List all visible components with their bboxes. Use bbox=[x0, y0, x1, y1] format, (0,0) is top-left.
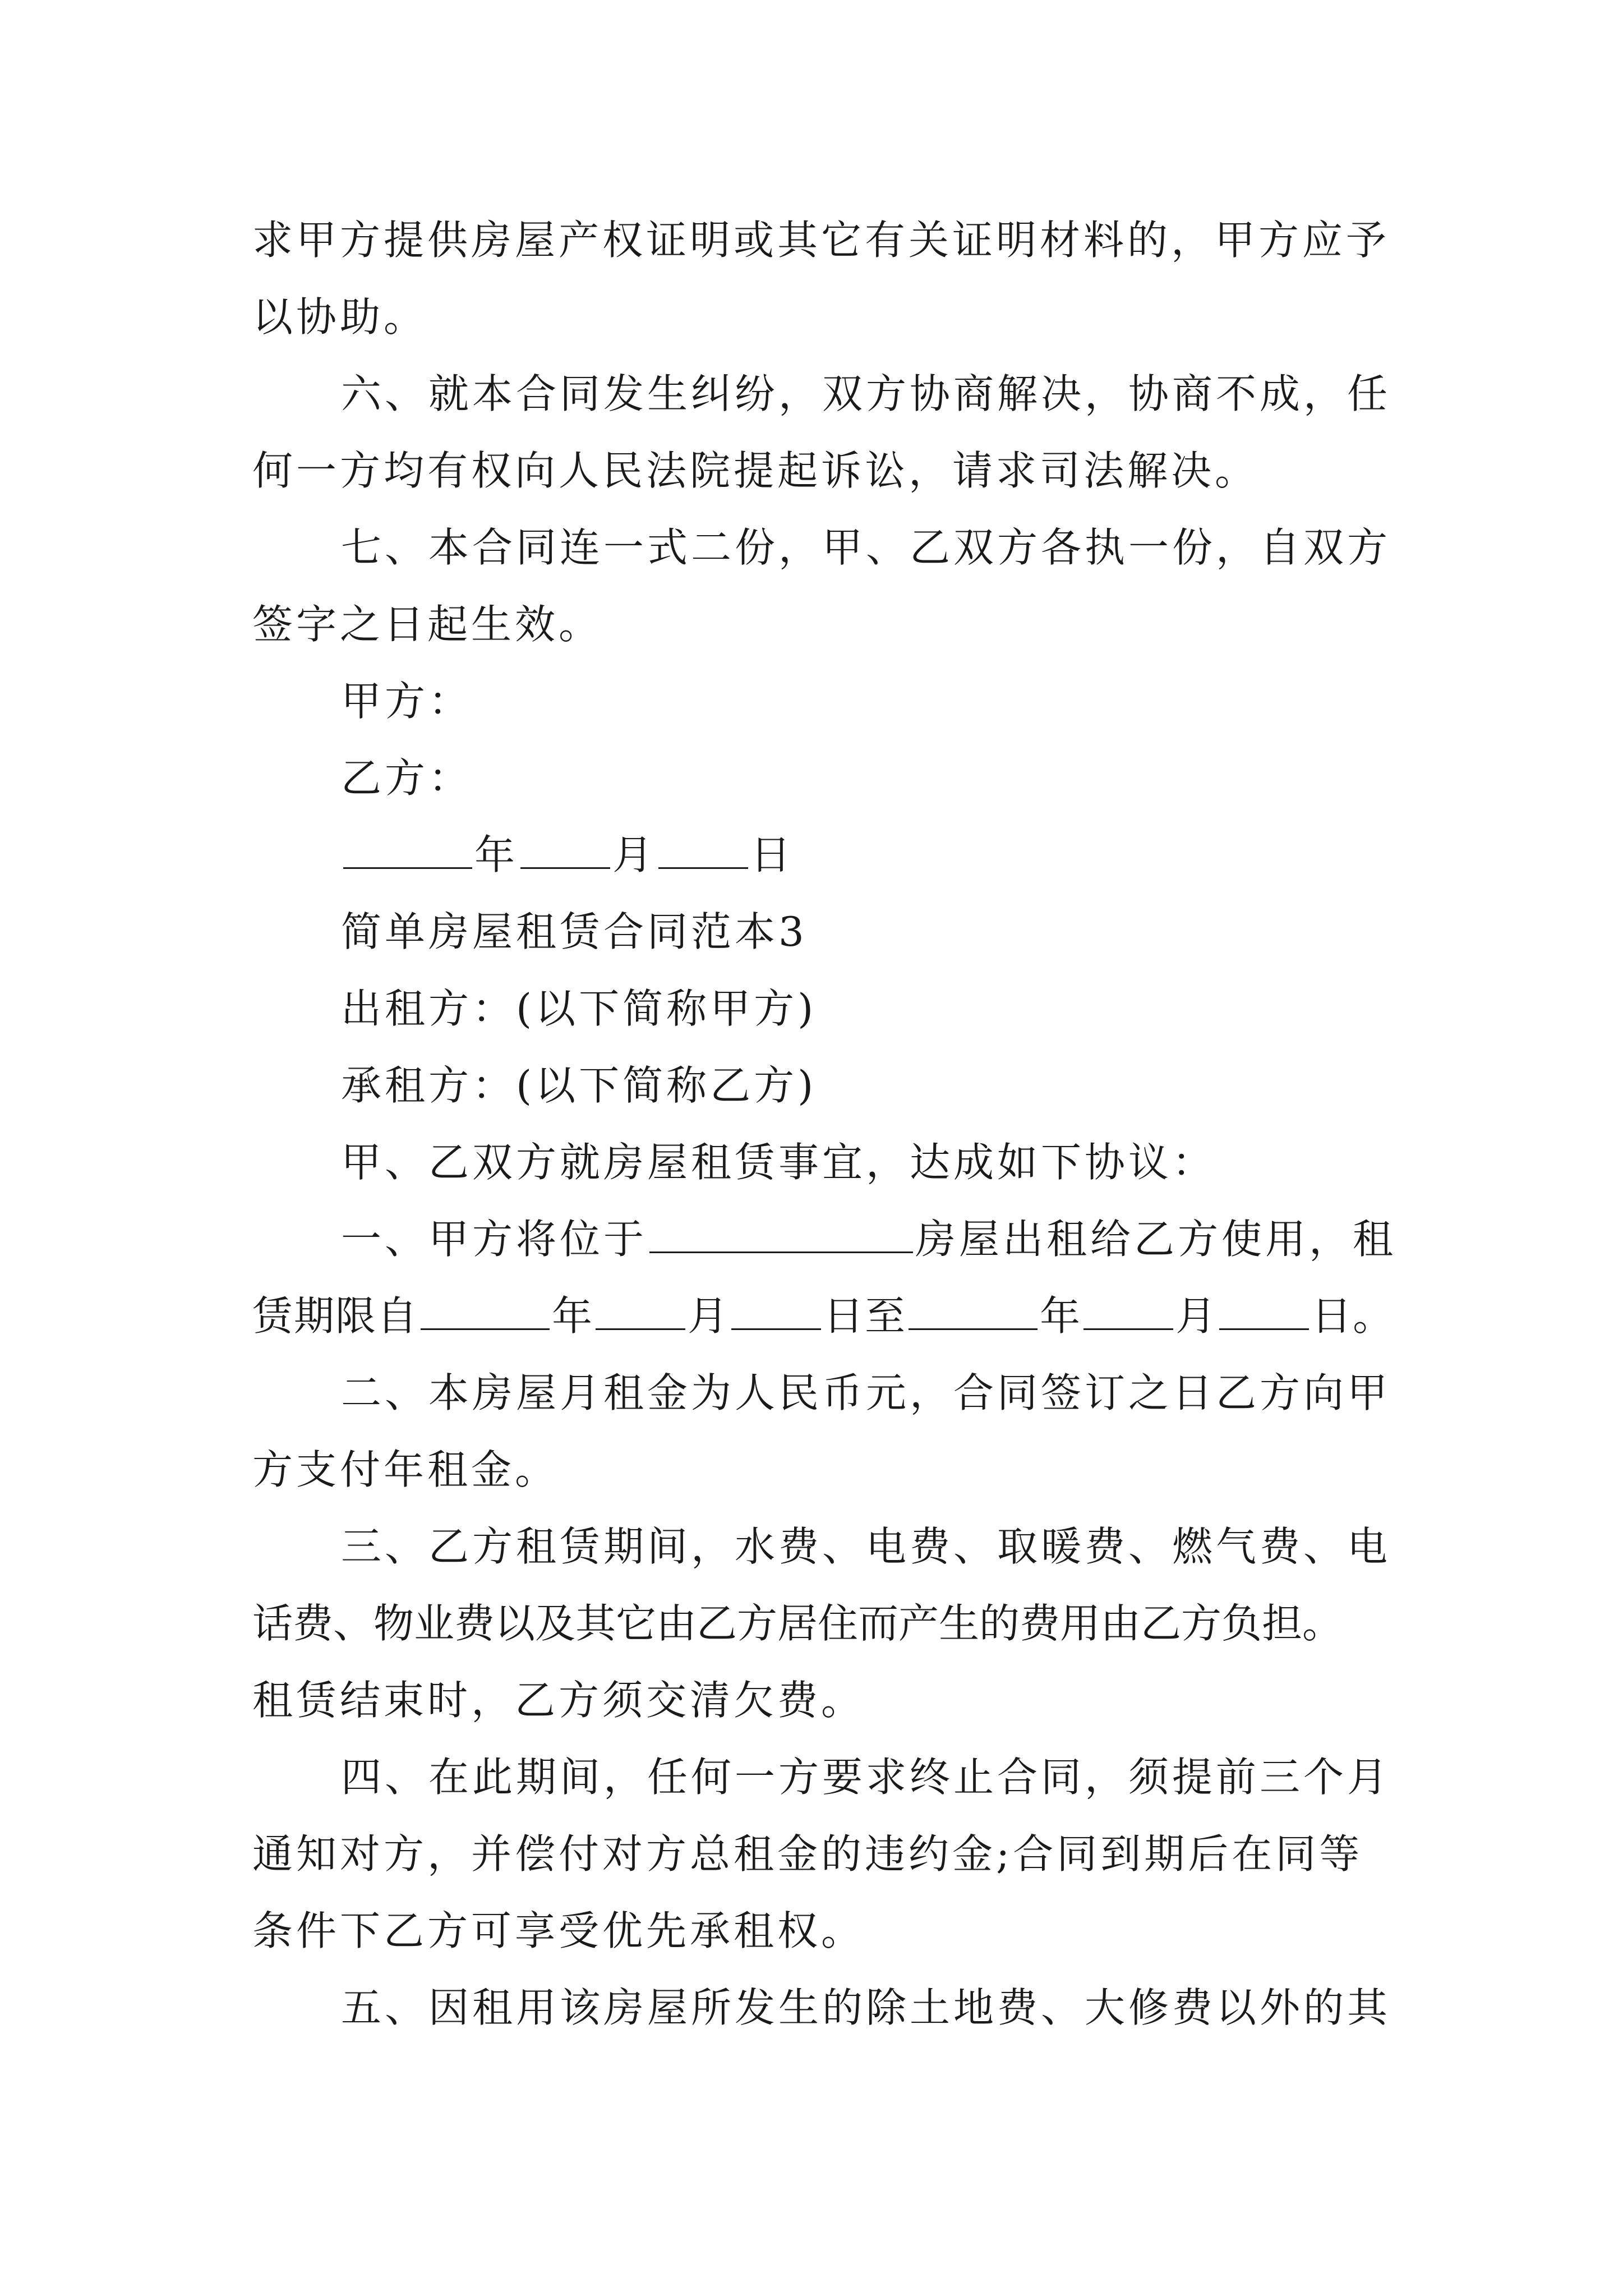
lessee-line: 承租方：(以下简称乙方) bbox=[341, 1062, 817, 1109]
day-blank bbox=[658, 832, 748, 869]
year-label: 年 bbox=[474, 831, 519, 878]
start-month-blank bbox=[596, 1294, 685, 1330]
clause-3-line-1: 三、乙方租赁期间，水费、电费、取暖费、燃气费、电 bbox=[341, 1523, 1391, 1570]
clause-6-line-1: 六、就本合同发生纠纷，双方协商解决，协商不成，任 bbox=[341, 370, 1391, 417]
clause-4-line-2: 通知对方，并偿付对方总租金的违约金;合同到期后在同等 bbox=[252, 1830, 1363, 1878]
end-year-label: 年 bbox=[1040, 1292, 1082, 1340]
start-year-blank bbox=[421, 1294, 550, 1330]
start-year-label: 年 bbox=[552, 1292, 594, 1340]
clause-1-line-2 bbox=[252, 1278, 1395, 1355]
year-blank bbox=[343, 832, 472, 869]
clause-2-line-2: 方支付年租金。 bbox=[252, 1446, 559, 1493]
end-year-blank bbox=[909, 1294, 1038, 1330]
clause-7-line-2: 签字之日起生效。 bbox=[252, 601, 603, 648]
start-day-blank bbox=[731, 1294, 821, 1330]
address-blank bbox=[649, 1217, 913, 1253]
text-line: 以协助。 bbox=[252, 293, 428, 341]
month-blank bbox=[520, 832, 610, 869]
end-label: 日。 bbox=[1311, 1292, 1395, 1340]
to-label: 日至 bbox=[823, 1292, 907, 1340]
clause-7-line-1: 七、本合同连一式二份，甲、乙双方各执一份，自双方 bbox=[341, 524, 1391, 571]
text-line: 求甲方提供房屋产权证明或其它有关证明材料的，甲方应予 bbox=[252, 217, 1390, 264]
clause-6-line-2: 何一方均有权向人民法院提起诉讼，请求司法解决。 bbox=[252, 447, 1259, 494]
month-label: 月 bbox=[612, 831, 657, 878]
lessor-line: 出租方：(以下简称甲方) bbox=[341, 985, 817, 1032]
party-a-signature: 甲方： bbox=[341, 678, 473, 725]
agreement-intro: 甲、乙双方就房屋租赁事宜，达成如下协议： bbox=[341, 1139, 1216, 1186]
clause-1-suffix: 房屋出租给乙方使用，租 bbox=[915, 1216, 1397, 1263]
party-b-signature: 乙方： bbox=[341, 754, 473, 802]
clause-3-line-3: 租赁结束时，乙方须交清欠费。 bbox=[252, 1677, 865, 1724]
clause-4-line-3: 条件下乙方可享受优先承租权。 bbox=[252, 1907, 865, 1954]
clause-4-line-1: 四、在此期间，任何一方要求终止合同，须提前三个月 bbox=[341, 1754, 1391, 1801]
start-month-label: 月 bbox=[688, 1292, 730, 1340]
document-body bbox=[252, 202, 1397, 2046]
clause-1-line-1 bbox=[252, 1201, 1397, 1278]
date-line bbox=[252, 817, 1374, 894]
lease-term-prefix: 赁期限自 bbox=[252, 1292, 419, 1340]
clause-2-line-1: 二、本房屋月租金为人民币元，合同签订之日乙方向甲 bbox=[341, 1369, 1391, 1416]
day-label: 日 bbox=[750, 831, 795, 878]
section-title: 简单房屋租赁合同范本3 bbox=[341, 908, 808, 955]
end-month-label: 月 bbox=[1175, 1292, 1218, 1340]
clause-5-line-1: 五、因租用该房屋所发生的除土地费、大修费以外的其 bbox=[341, 1984, 1391, 2031]
end-month-blank bbox=[1083, 1294, 1173, 1330]
end-day-blank bbox=[1219, 1294, 1309, 1330]
clause-1-prefix: 一、甲方将位于 bbox=[341, 1216, 648, 1263]
clause-3-line-2: 话费、物业费以及其它由乙方居住而产生的费用由乙方负担。 bbox=[252, 1600, 1343, 1647]
